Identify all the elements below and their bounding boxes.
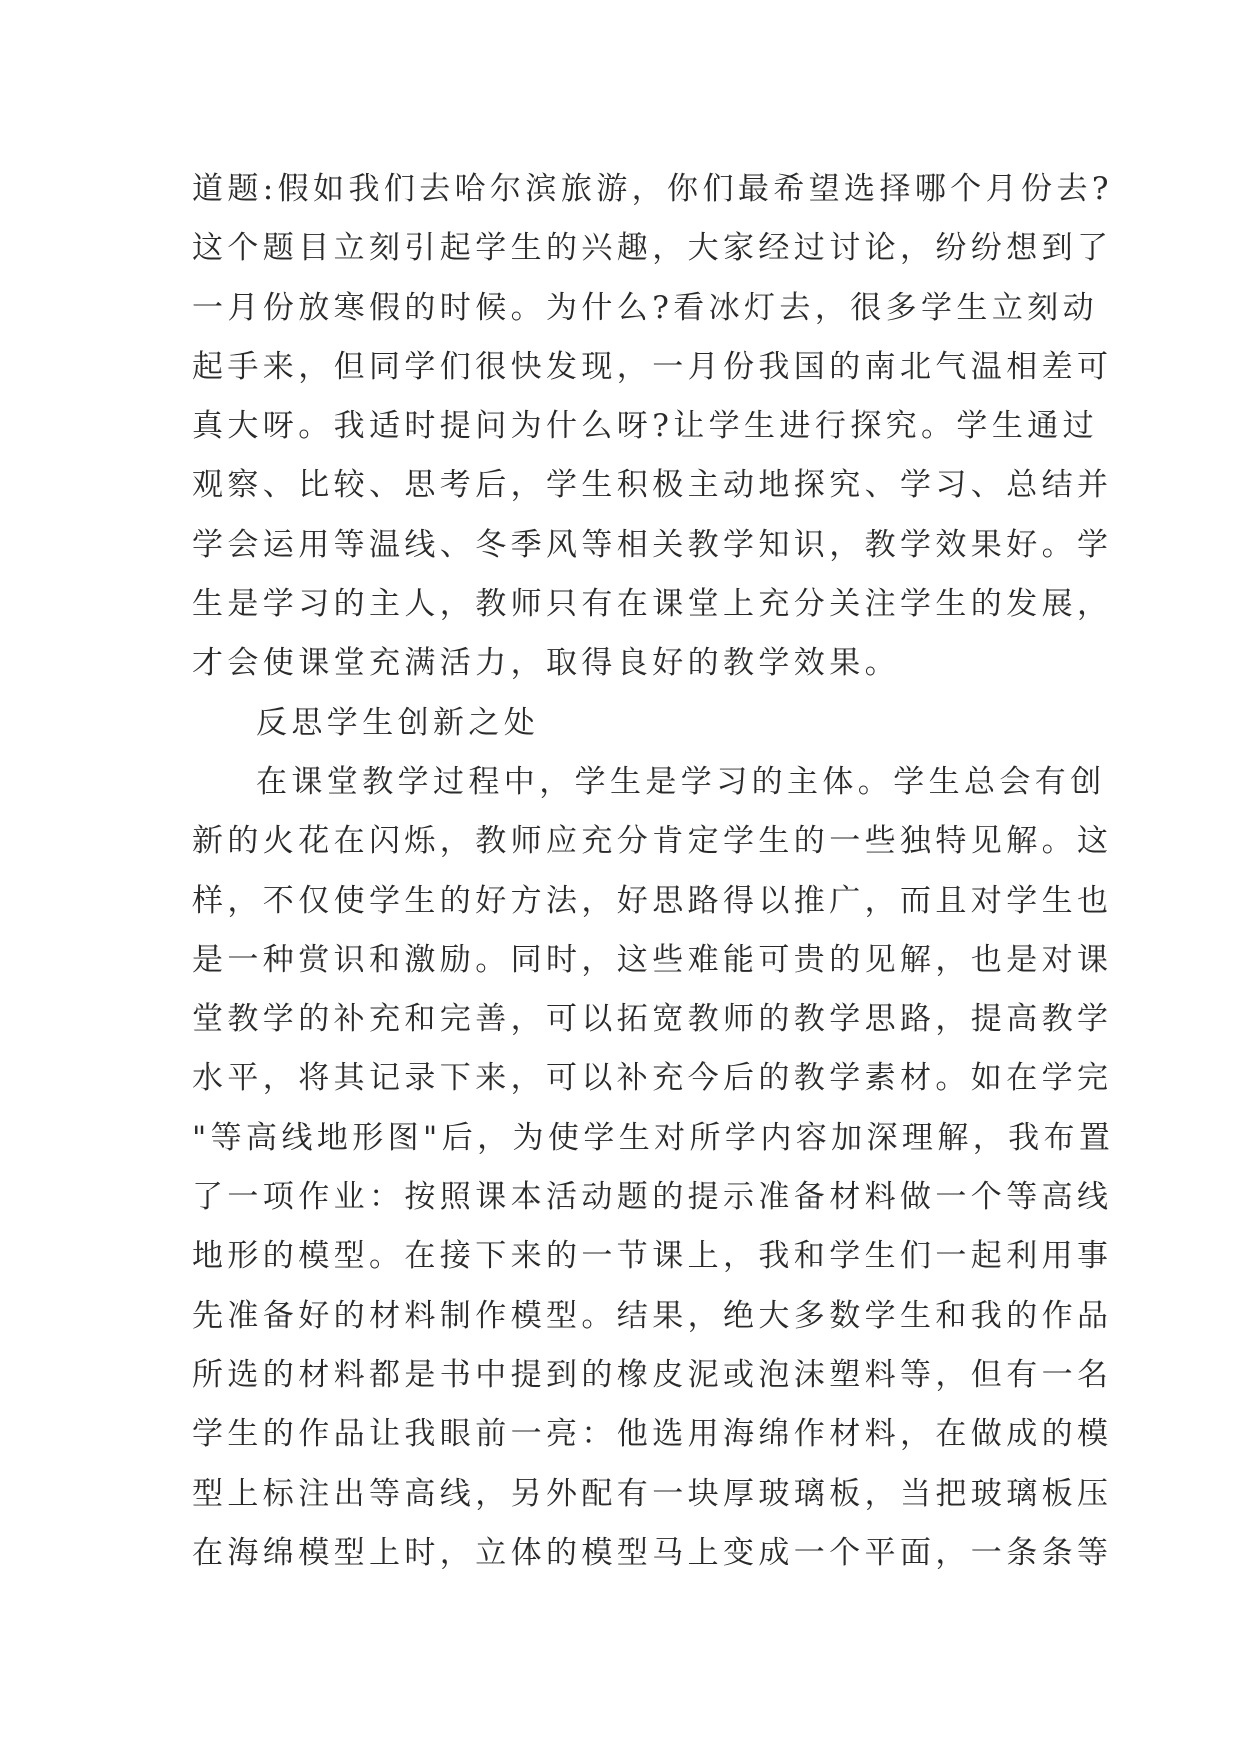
text-line: 堂教学的补充和完善，可以拓宽教师的教学思路，提高教学 <box>192 1001 1113 1038</box>
text-line: 观察、比较、思考后，学生积极主动地探究、学习、总结并 <box>192 467 1113 504</box>
section-heading: 反思学生创新之处 <box>256 704 540 741</box>
text-line: 新的火花在闪烁，教师应充分肯定学生的一些独特见解。这 <box>192 823 1113 860</box>
text-line: 是一种赏识和激励。同时，这些难能可贵的见解，也是对课 <box>192 941 1113 978</box>
text-line: 先准备好的材料制作模型。结果，绝大多数学生和我的作品 <box>192 1297 1113 1334</box>
text-line: 型上标注出等高线，另外配有一块厚玻璃板，当把玻璃板压 <box>192 1475 1113 1512</box>
text-line: 了一项作业：按照课本活动题的提示准备材料做一个等高线 <box>192 1179 1113 1216</box>
text-line: 在海绵模型上时，立体的模型马上变成一个平面，一条条等 <box>192 1534 1113 1571</box>
text-line: 真大呀。我适时提问为什么呀?让学生进行探究。学生通过 <box>192 408 1099 445</box>
text-line: 所选的材料都是书中提到的橡皮泥或泡沫塑料等，但有一名 <box>192 1356 1113 1393</box>
text-line: 才会使课堂充满活力，取得良好的教学效果。 <box>192 645 900 682</box>
text-line: 起手来，但同学们很快发现，一月份我国的南北气温相差可 <box>192 348 1113 385</box>
text-line: 这个题目立刻引起学生的兴趣，大家经过讨论，纷纷想到了 <box>192 230 1113 267</box>
text-line: 学生的作品让我眼前一亮：他选用海绵作材料，在做成的模 <box>192 1416 1113 1453</box>
text-line: 样，不仅使学生的好方法，好思路得以推广，而且对学生也 <box>192 882 1113 919</box>
text-line: 水平，将其记录下来，可以补充今后的教学素材。如在学完 <box>192 1060 1113 1097</box>
text-line: 道题:假如我们去哈尔滨旅游，你们最希望选择哪个月份去? <box>192 171 1113 207</box>
text-line: "等高线地形图"后，为使学生对所学内容加深理解，我布置 <box>192 1119 1115 1156</box>
text-line: 在课堂教学过程中，学生是学习的主体。学生总会有创 <box>256 763 1106 800</box>
text-line: 学会运用等温线、冬季风等相关教学知识，教学效果好。学 <box>192 526 1113 563</box>
text-line: 地形的模型。在接下来的一节课上，我和学生们一起利用事 <box>192 1238 1113 1275</box>
body-text <box>192 160 1115 1583</box>
text-line: 一月份放寒假的时候。为什么?看冰灯去，很多学生立刻动 <box>192 289 1099 326</box>
text-line: 生是学习的主人，教师只有在课堂上充分关注学生的发展， <box>192 586 1113 623</box>
